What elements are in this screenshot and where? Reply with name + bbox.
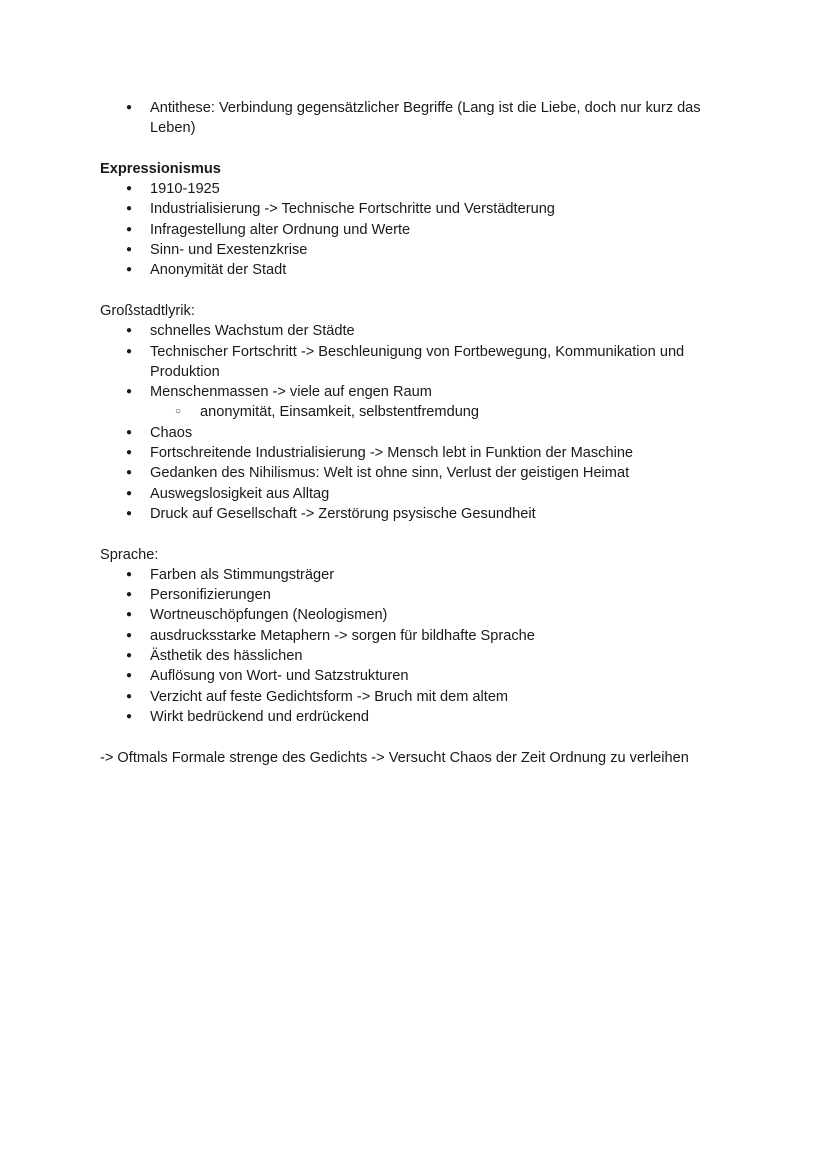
conclusion-text: -> Oftmals Formale strenge des Gedichts -> Versucht Chaos der Zeit Ordnung zu verleihen xyxy=(100,749,689,766)
list-item: ● Ästhetik des hässlichen xyxy=(100,646,750,666)
section-heading-expressionismus: Expressionismus xyxy=(100,160,221,177)
list-item: ● Menschenmassen -> viele auf engen Raum xyxy=(100,382,750,402)
list-item: ● 1910-1925 xyxy=(100,179,750,199)
spacer xyxy=(100,727,750,747)
list-item: ● Technischer Fortschritt -> Beschleunigung von Fortbewegung, Kommunikation und Produktion xyxy=(100,342,750,383)
expressionismus-list xyxy=(100,179,750,280)
list-item: ● Wirkt bedrückend und erdrückend xyxy=(100,707,750,727)
grossstadtlyrik-list xyxy=(100,321,750,524)
list-item: ● Fortschreitende Industrialisierung -> Mensch lebt in Funktion der Maschine xyxy=(100,443,750,463)
list-item: ● Farben als Stimmungsträger xyxy=(100,565,750,585)
top-list xyxy=(100,98,750,139)
list-item: ● Auswegslosigkeit aus Alltag xyxy=(100,484,750,504)
section-heading-sprache: Sprache: xyxy=(100,546,159,563)
list-item: ● schnelles Wachstum der Städte xyxy=(100,321,750,341)
list-item: ● Anonymität der Stadt xyxy=(100,260,750,280)
list-item: ● Auflösung von Wort- und Satzstrukturen xyxy=(100,666,750,686)
list-item: ● Verzicht auf feste Gedichtsform -> Bruch mit dem altem xyxy=(100,687,750,707)
list-item: ● Antithese: Verbindung gegensätzlicher Begriffe (Lang ist die Liebe, doch nur kurz das Leben) xyxy=(100,98,750,139)
list-item: ● Wortneuschöpfungen (Neologismen) xyxy=(100,605,750,625)
spacer xyxy=(100,281,750,301)
list-item: ● Personifizierungen xyxy=(100,585,750,605)
list-item: ● Industrialisierung -> Technische Fortschritte und Verstädterung xyxy=(100,199,750,219)
list-item: ● Chaos xyxy=(100,423,750,443)
sprache-list xyxy=(100,565,750,727)
list-item: ● Infragestellung alter Ordnung und Werte xyxy=(100,220,750,240)
list-item: ● ausdrucksstarke Metaphern -> sorgen für bildhafte Sprache xyxy=(100,626,750,646)
section-heading-grossstadtlyrik: Großstadtlyrik: xyxy=(100,302,195,319)
spacer xyxy=(100,139,750,159)
list-item: ● Druck auf Gesellschaft -> Zerstörung psysische Gesundheit xyxy=(100,504,750,524)
list-item: ● Gedanken des Nihilismus: Welt ist ohne sinn, Verlust der geistigen Heimat xyxy=(100,463,750,483)
spacer xyxy=(100,524,750,544)
sub-list-item: ○ anonymität, Einsamkeit, selbstentfremdung xyxy=(100,402,750,422)
document-page xyxy=(100,98,750,768)
list-item: ● Sinn- und Exestenzkrise xyxy=(100,240,750,260)
